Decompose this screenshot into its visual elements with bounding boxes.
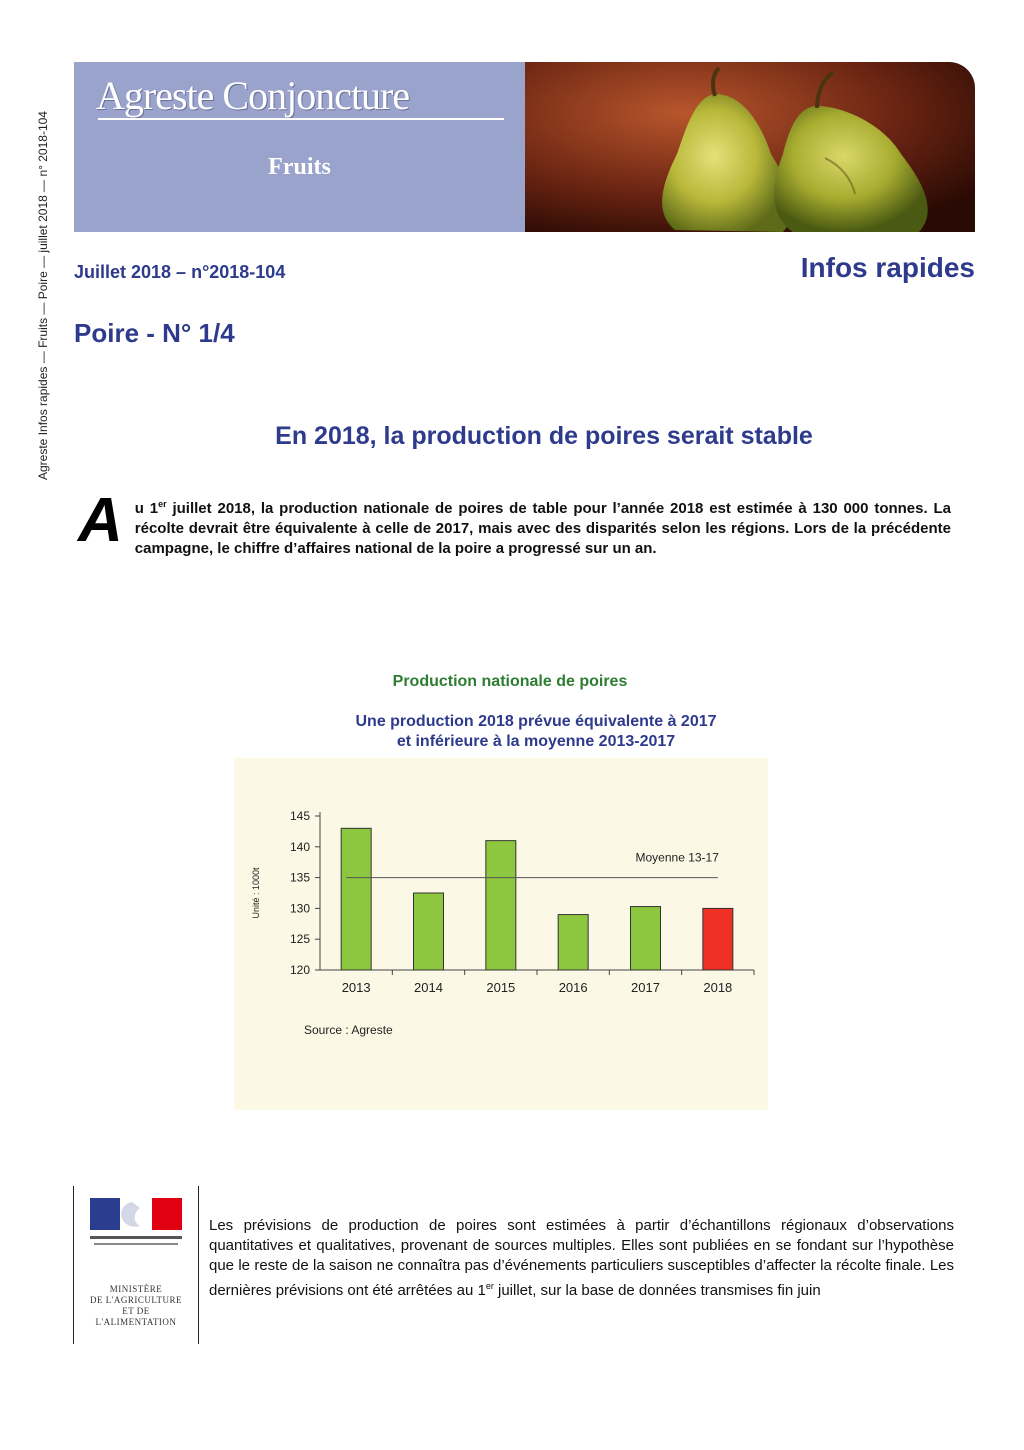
lead-paragraph [74,486,951,559]
lead-superscript: er [158,499,167,509]
chart-source: Source : Agreste [304,1023,393,1037]
methodology-note [209,1216,954,1301]
pears-photo [525,62,975,232]
product-title: Poire - N° 1/4 [74,318,235,348]
chart-subtitle-line-2: et inférieure à la moyenne 2013-2017 [396,733,676,750]
article-headline: En 2018, la production de poires serait stable [275,422,813,450]
issue-number: Juillet 2018 – n°2018-104 [74,262,286,282]
header-banner [74,62,975,232]
marianne-emblem-icon [74,1186,198,1282]
banner-title-panel [74,62,525,232]
bar-2014 [414,893,444,970]
x-tick-label: 2017 [631,980,660,995]
chart-container [234,758,768,1110]
chart-subtitle [0,712,1024,752]
bar-2017 [631,907,661,970]
x-tick-label: 2015 [486,980,516,995]
ministry-line: MINISTÈRE [109,1284,163,1294]
bar-2016 [558,915,588,970]
lead-text-start: u 1 [134,500,159,517]
drop-cap: A [78,486,123,555]
running-sidebar-text: Agreste Infos rapides — Fruits — Poire — juillet 2018 — n° 2018-104 [36,111,50,480]
ministry-line: DE L'AGRICULTURE [89,1295,183,1305]
y-tick-label: 130 [289,901,310,916]
x-tick-label: 2013 [341,980,371,995]
x-tick-label: 2016 [558,980,588,995]
bar-2015 [486,841,516,970]
y-tick-label: 140 [289,839,310,854]
y-tick-label: 125 [289,932,310,947]
ministry-logo [73,1186,199,1344]
y-tick-label: 145 [289,809,310,823]
chart-subtitle-line-1: Une production 2018 prévue équivalente à 2017 [355,713,717,730]
average-reference-label: Moyenne 13-17 [635,850,719,865]
ministry-line: ET DE [122,1306,150,1316]
x-tick-label: 2018 [703,980,733,995]
note-superscript: er [485,1281,494,1291]
banner-subject: Fruits [268,154,331,180]
bar-2018 [703,908,733,970]
bar-2013 [341,828,371,970]
y-axis-unit-label: Unité : 1000t [251,867,261,919]
brand-logo-text: Agreste Conjoncture [96,73,410,118]
brand-underline [98,118,504,120]
note-text-start: Les prévisions de production de poires sont estimées à partir d’échantillons régionaux d’observations quantitatives et qualitatives, provenant de sources multiples. Elles sont publiées en se fondant sur l’hypothèse que le reste de la saison ne connaîtra pas d’événements particuliers susceptibles d’affecter la récolte finale. Les dernières prévisions ont été arrêtées au 1 [209,1217,954,1299]
bar-chart [234,758,768,1110]
lead-text-rest: juillet 2018, la production nationale de poires de table pour l’année 2018 est estimée à 130 000 tonnes. La récolte devrait être équivalente à celle de 2017, mais avec des disparités selon les régions. Lors de la précédente campagne, le chiffre d’affaires national de la poire a progressé sur un an. [134,500,951,557]
chart-title: Production nationale de poires [392,673,628,690]
ministry-line: L'ALIMENTATION [95,1317,177,1327]
note-text-end: juillet, sur la base de données transmises fin juin [493,1282,821,1299]
series-title: Infos rapides [800,252,975,283]
ministry-name [74,1284,198,1328]
x-tick-label: 2014 [414,980,443,995]
y-tick-label: 120 [289,963,310,977]
y-tick-label: 135 [289,870,310,885]
